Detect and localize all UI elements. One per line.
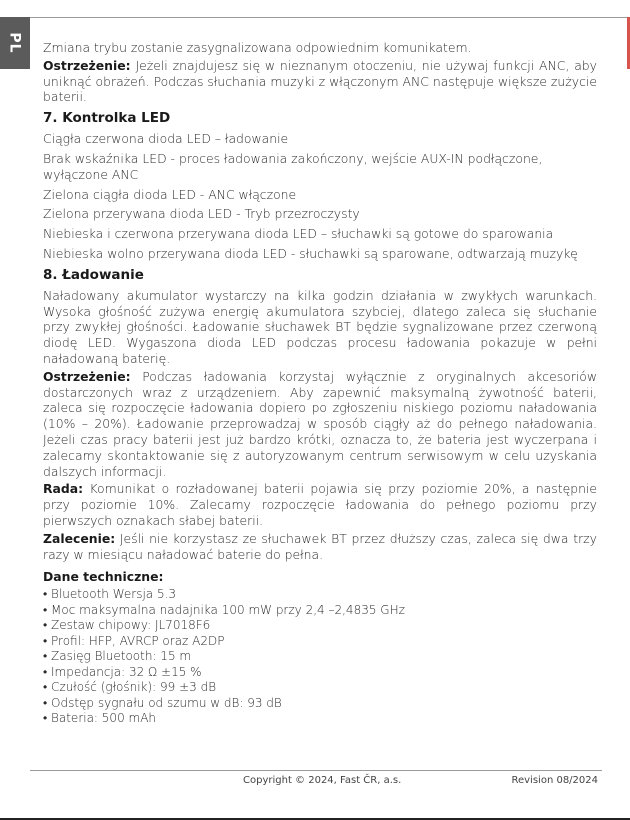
language-label: PL <box>7 32 23 54</box>
led-item: Niebieska i czerwona przerywana dioda LED – słuchawki są gotowe do sparowania <box>43 226 554 242</box>
spec-item: • Czułość (głośnik): 99 ±3 dB <box>43 680 597 696</box>
tip-label: Rada: <box>43 481 84 497</box>
spec-item: • Odstęp sygnału od szumu w dB: 93 dB <box>43 696 597 712</box>
spec-item: • Profil: HFP, AVRCP oraz A2DP <box>43 634 597 650</box>
led-item: Brak wskaźnika LED - proces ładowania zakończony, wejście AUX-IN podłączone, wyłączone ANC <box>43 150 543 182</box>
spec-item: • Zasięg Bluetooth: 15 m <box>43 649 597 665</box>
spec-item: • Zestaw chipowy: JL7018F6 <box>43 618 597 634</box>
section-led-heading: 7. Kontrolka LED <box>43 110 171 127</box>
intro-text: Zmiana trybu zostanie zasygnalizowana odpowiednim komunikatem. <box>43 40 472 55</box>
led-item: Zielona ciągła dioda LED - ANC włączone <box>43 186 297 202</box>
spec-item: • Moc maksymalna nadajnika 100 mW przy 2,4 –2,4835 GHz <box>43 603 597 619</box>
warning-anc <box>43 58 597 105</box>
warning-text: Jeżeli znajdujesz się w nieznanym otoczeniu, nie używaj funkcji ANC, aby uniknąć obrażeń. Podczas słuchania muzyki z włączonym ANC następuje większe zużycie baterii. <box>43 57 597 105</box>
recommendation-label: Zalecenie: <box>43 530 116 546</box>
warning-text: Podczas ładowania korzystaj wyłącznie z oryginalnych akcesoriów dostarczonych wraz z urządzeniem. Aby zapewnić maksymalną żywotność baterii, zaleca się rozpoczęcie ładowania dopiero po zgłoszeniu niskiego poziomu naładowania (10% – 20%). Ładowanie przeprowadzaj w sposób ciągły aż do pełnego naładowania. Jeżeli czas pracy baterii jest już bardzo krótki, oznacza to, że bateria jest wyczerpana i zalecamy skontaktowanie się z autoryzowanym centrum serwisowym w celu uzyskania dalszych informacji. <box>43 368 597 479</box>
led-item: Niebieska wolno przerywana dioda LED - słuchawki są sparowane, odtwarzają muzykę <box>43 245 578 261</box>
spec-item: • Impedancja: 32 Ω ±15 % <box>43 665 597 681</box>
spec-item: • Bateria: 500 mAh <box>43 711 597 727</box>
recommendation-text: Jeśli nie korzystasz ze słuchawek BT przez dłuższy czas, zaleca się dwa trzy razy w miesiącu naładować baterie do pełna. <box>43 530 597 562</box>
tip-text: Komunikat o rozładowanej baterii pojawia się przy poziomie 20%, a następnie przy poziomie 10%. Zalecamy rozpoczęcie ładowania do pełnego poziomu przy pierwszych oznakach słabej baterii. <box>43 481 597 528</box>
warning-label: Ostrzeżenie: <box>43 368 131 384</box>
specs-list <box>43 587 597 727</box>
specs-heading: Dane techniczne: <box>43 569 164 585</box>
manual-content <box>43 40 597 727</box>
led-item: Zielona przerywana dioda LED - Tryb przezroczysty <box>43 206 360 222</box>
warning-label: Ostrzeżenie: <box>43 57 131 73</box>
footer-revision: Revision 08/2024 <box>511 775 598 786</box>
section-charging-heading: 8. Ładowanie <box>43 266 144 283</box>
footer-copyright: Copyright © 2024, Fast ČR, a.s. <box>243 775 402 786</box>
bottom-rule <box>30 770 602 771</box>
charging-tip <box>43 481 597 528</box>
spec-item: • Bluetooth Wersja 5.3 <box>43 587 597 603</box>
charging-body: Naładowany akumulator wystarczy na kilka godzin działania w zwykłych warunkach. Wysoka głośność zużywa energię akumulatora szybciej, dlatego zaleca się słuchanie przy zwykłej głośności. Ładowanie słuchawek BT będzie sygnalizowane przez czerwoną diodę LED. Wygaszona dioda LED podczas procesu ładowania pokazuje w pełni naładowaną baterię. <box>43 287 597 366</box>
top-rule <box>30 17 630 18</box>
led-item: Ciągła czerwona dioda LED – ładowanie <box>43 131 289 147</box>
language-tab <box>0 17 30 69</box>
charging-recommendation <box>43 531 597 563</box>
charging-warning <box>43 369 597 480</box>
